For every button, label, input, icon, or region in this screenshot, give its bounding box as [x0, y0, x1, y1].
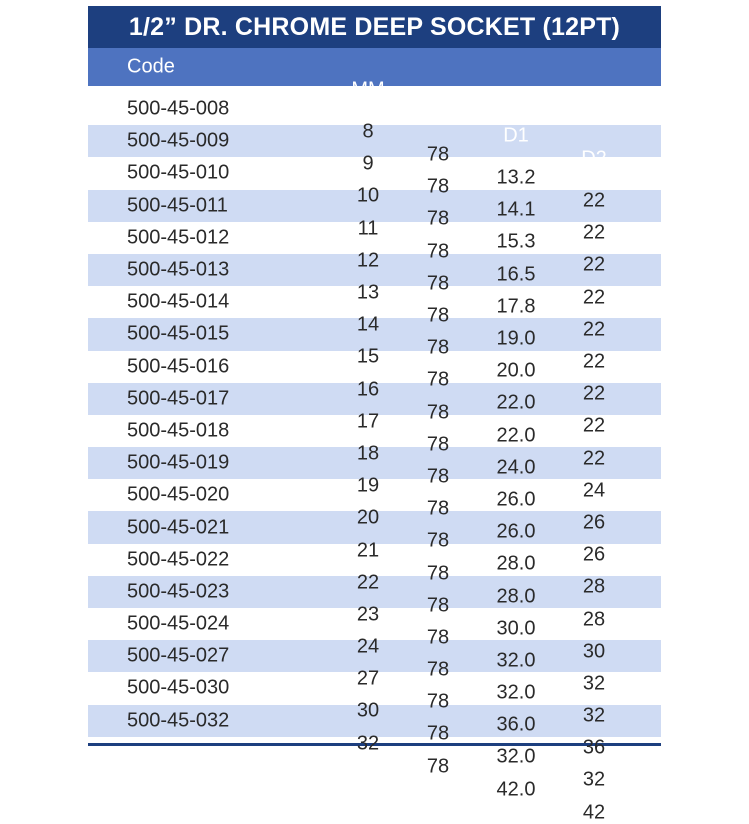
- cell-l: 78: [426, 368, 450, 391]
- cell-code: 500-45-009: [127, 129, 230, 152]
- cell-d1: 32.0: [496, 649, 536, 672]
- cell-d2: 22: [582, 382, 606, 405]
- cell-d2: 36: [582, 736, 606, 759]
- cell-code: 500-45-017: [127, 387, 230, 410]
- cell-code: 500-45-020: [127, 483, 230, 506]
- cell-mm: 10: [356, 184, 380, 207]
- cell-d1: 20.0: [496, 359, 536, 382]
- cell-mm: 30: [356, 699, 380, 722]
- cell-code: 500-45-010: [127, 161, 230, 184]
- column-header-d2: D2: [581, 147, 607, 170]
- cell-code: 500-45-018: [127, 419, 230, 442]
- cell-d2: 22: [582, 447, 606, 470]
- table-title: 1/2” DR. CHROME DEEP SOCKET (12PT): [88, 6, 661, 48]
- cell-l: 78: [426, 465, 450, 488]
- cell-d2: 22: [582, 189, 606, 212]
- cell-d1: 15.3: [496, 230, 536, 253]
- cell-d2: 32: [582, 704, 606, 727]
- cell-mm: 23: [356, 603, 380, 626]
- cell-l: 78: [426, 433, 450, 456]
- cell-d2: 32: [582, 768, 606, 791]
- cell-code: 500-45-023: [127, 580, 230, 603]
- cell-d1: 19.0: [496, 327, 536, 350]
- cell-mm: 22: [356, 571, 380, 594]
- cell-d1: 16.5: [496, 263, 536, 286]
- cell-code: 500-45-022: [127, 548, 230, 571]
- cell-code: 500-45-011: [127, 194, 228, 217]
- cell-d1: 26.0: [496, 488, 536, 511]
- cell-d1: 14.1: [496, 198, 536, 221]
- cell-d2: 24: [582, 479, 606, 502]
- cell-d2: 42: [582, 801, 606, 824]
- cell-code: 500-45-015: [127, 322, 230, 345]
- cell-mm: 16: [356, 378, 380, 401]
- table-body: [88, 93, 661, 824]
- cell-d2: 28: [582, 608, 606, 631]
- cell-mm: 27: [356, 667, 380, 690]
- cell-d2: 26: [582, 543, 606, 566]
- cell-code: 500-45-032: [127, 709, 230, 732]
- cell-l: 78: [426, 240, 450, 263]
- cell-l: 78: [426, 497, 450, 520]
- cell-l: 78: [426, 658, 450, 681]
- cell-l: 78: [426, 562, 450, 585]
- cell-mm: 21: [356, 539, 380, 562]
- cell-d1: 42.0: [496, 778, 536, 801]
- cell-code: 500-45-013: [127, 258, 230, 281]
- cell-d1: 28.0: [496, 552, 536, 575]
- cell-l: 78: [426, 690, 450, 713]
- column-header-code: Code: [127, 55, 175, 78]
- cell-d1: 32.0: [496, 681, 536, 704]
- cell-d2: 22: [582, 253, 606, 276]
- cell-code: 500-45-012: [127, 226, 230, 249]
- cell-d1: 28.0: [496, 585, 536, 608]
- cell-d2: 22: [582, 318, 606, 341]
- column-header-l: L: [432, 101, 444, 124]
- cell-d2: 22: [582, 350, 606, 373]
- cell-d1: 26.0: [496, 520, 536, 543]
- column-header-d1: D1: [503, 124, 529, 147]
- cell-d2: 30: [582, 640, 606, 663]
- cell-mm: 18: [356, 442, 380, 465]
- cell-d1: 22.0: [496, 424, 536, 447]
- cell-l: 78: [426, 626, 450, 649]
- cell-d1: 32.0: [496, 745, 536, 768]
- cell-mm: 32: [356, 732, 380, 755]
- cell-d2: 22: [582, 221, 606, 244]
- cell-mm: 9: [362, 152, 374, 175]
- cell-mm: 8: [362, 120, 374, 143]
- cell-d2: 22: [582, 286, 606, 309]
- cell-mm: 14: [356, 313, 380, 336]
- cell-l: 78: [426, 143, 450, 166]
- socket-spec-table: [88, 6, 661, 824]
- column-header-mm: MM: [351, 78, 385, 101]
- cell-l: 78: [426, 336, 450, 359]
- cell-mm: 17: [356, 410, 380, 433]
- cell-mm: 20: [356, 506, 380, 529]
- cell-d1: 30.0: [496, 617, 536, 640]
- cell-mm: 11: [357, 217, 379, 240]
- cell-d1: 24.0: [496, 456, 536, 479]
- cell-code: 500-45-030: [127, 676, 230, 699]
- cell-d2: 28: [582, 575, 606, 598]
- cell-code: 500-45-016: [127, 355, 230, 378]
- cell-l: 78: [426, 722, 450, 745]
- cell-code: 500-45-019: [127, 451, 230, 474]
- cell-l: 78: [426, 304, 450, 327]
- cell-d2: 32: [582, 672, 606, 695]
- cell-l: 78: [426, 272, 450, 295]
- cell-mm: 13: [356, 281, 380, 304]
- cell-mm: 15: [356, 345, 380, 368]
- cell-code: 500-45-027: [127, 644, 230, 667]
- cell-d1: 36.0: [496, 713, 536, 736]
- cell-d1: 22.0: [496, 391, 536, 414]
- cell-l: 78: [426, 529, 450, 552]
- cell-mm: 24: [356, 635, 380, 658]
- cell-l: 78: [426, 175, 450, 198]
- cell-code: 500-45-014: [127, 290, 230, 313]
- cell-l: 78: [426, 755, 450, 778]
- cell-l: 78: [426, 401, 450, 424]
- cell-code: 500-45-021: [127, 516, 230, 539]
- cell-d2: 26: [582, 511, 606, 534]
- cell-d2: 22: [582, 414, 606, 437]
- cell-l: 78: [426, 594, 450, 617]
- cell-d1: 17.8: [496, 295, 536, 318]
- cell-d1: 13.2: [496, 166, 536, 189]
- cell-code: 500-45-008: [127, 97, 230, 120]
- cell-code: 500-45-024: [127, 612, 230, 635]
- cell-l: 78: [426, 207, 450, 230]
- cell-mm: 19: [356, 474, 380, 497]
- cell-mm: 12: [356, 249, 380, 272]
